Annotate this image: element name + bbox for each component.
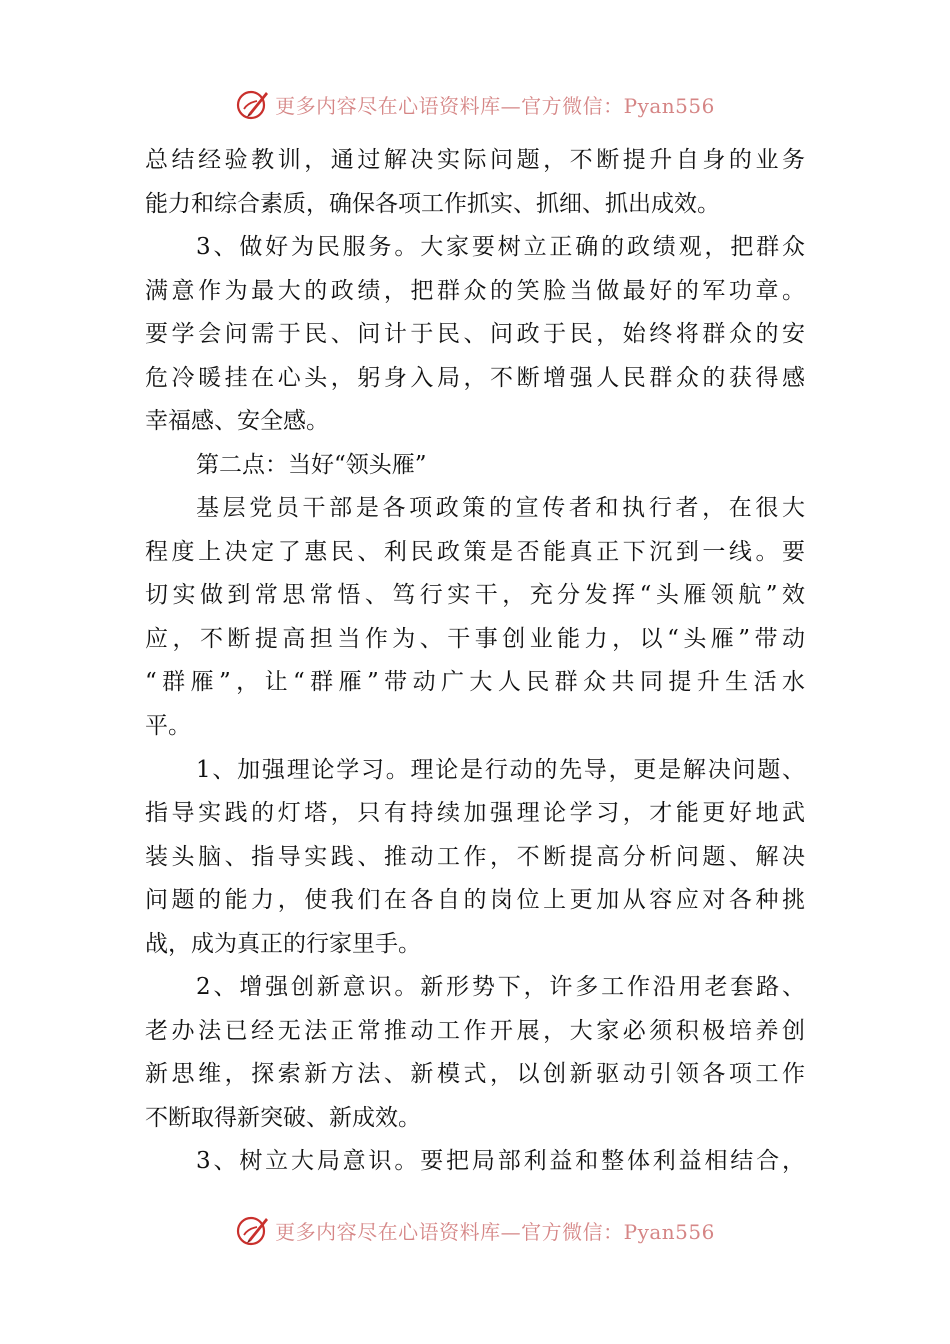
pen-logo-icon [235, 86, 271, 122]
body-text-line: 满意作为最大的政绩，把群众的笑脸当做最好的军功章。 [145, 278, 805, 304]
body-text-line: 1、加强理论学习。理论是行动的先导，更是解决问题、 [196, 757, 805, 783]
body-text-line: 老办法已经无法正常推动工作开展，大家必须积极培养创 [145, 1018, 805, 1044]
body-text-line: 3、树立大局意识。要把局部利益和整体利益相结合， [196, 1148, 805, 1174]
body-text-line: 程度上决定了惠民、利民政策是否能真正下沉到一线。要 [145, 539, 805, 565]
body-text-line: 装头脑、指导实践、推动工作，不断提高分析问题、解决 [145, 844, 805, 870]
header-banner-text: 更多内容尽在心语资料库—官方微信：Pyan556 [275, 93, 715, 118]
body-text-line: 平。 [145, 713, 191, 739]
body-text-line: 2、增强创新意识。新形势下，许多工作沿用老套路、 [196, 974, 805, 1000]
footer-banner-text: 更多内容尽在心语资料库—官方微信：Pyan556 [275, 1219, 715, 1244]
body-text-line: 基层党员干部是各项政策的宣传者和执行者，在很大 [196, 495, 805, 521]
body-text-line: 战，成为真正的行家里手。 [145, 931, 421, 957]
body-text-line: 应，不断提高担当作为、干事创业能力，以“头雁”带动 [145, 626, 805, 652]
body-text-line: 总结经验教训，通过解决实际问题，不断提升自身的业务 [145, 147, 805, 173]
header-watermark-banner [0, 84, 950, 124]
body-text-line: 指导实践的灯塔，只有持续加强理论学习，才能更好地武 [145, 800, 805, 826]
pen-logo-icon [235, 1212, 271, 1248]
section-heading: 第二点：当好“领头雁” [196, 452, 427, 478]
body-text-line: 要学会问需于民、问计于民、问政于民，始终将群众的安 [145, 321, 805, 347]
body-text-line: 3、做好为民服务。大家要树立正确的政绩观，把群众 [196, 234, 805, 260]
body-text-line: 危冷暖挂在心头，躬身入局，不断增强人民群众的获得感 [145, 365, 805, 391]
body-text-line: 不断取得新突破、新成效。 [145, 1105, 421, 1131]
body-text-line: 问题的能力，使我们在各自的岗位上更加从容应对各种挑 [145, 887, 805, 913]
body-text-line: “群雁”，让“群雁”带动广大人民群众共同提升生活水 [145, 669, 805, 695]
body-text-line: 能力和综合素质，确保各项工作抓实、抓细、抓出成效。 [145, 191, 720, 217]
body-text-line: 幸福感、安全感。 [145, 408, 329, 434]
body-text-line: 切实做到常思常悟、笃行实干，充分发挥“头雁领航”效 [145, 582, 805, 608]
footer-watermark-banner [0, 1210, 950, 1250]
body-text-line: 新思维，探索新方法、新模式，以创新驱动引领各项工作 [145, 1061, 805, 1087]
